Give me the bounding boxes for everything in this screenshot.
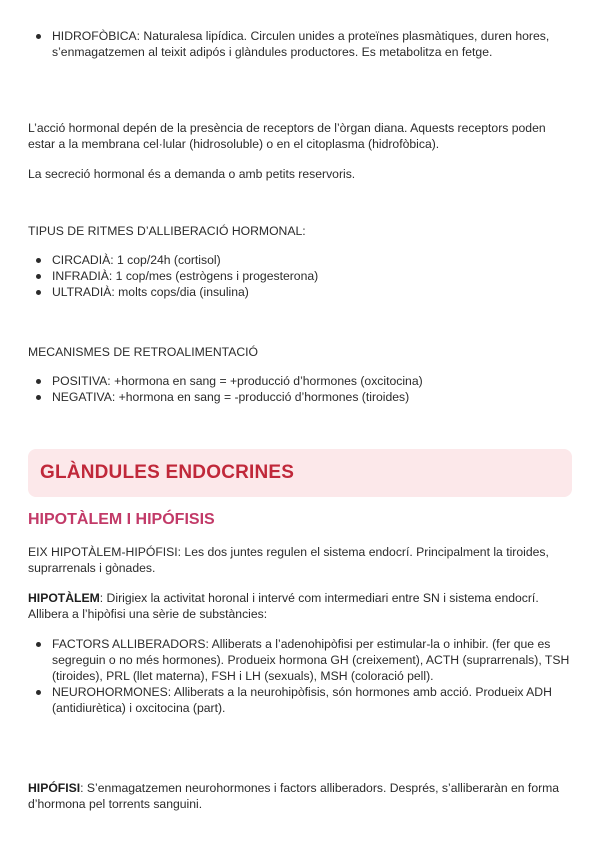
list-item: CIRCADIÀ: 1 cop/24h (cortisol) [28, 252, 574, 268]
rhythms-title: TIPUS DE RITMES D’ALLIBERACIÓ HORMONAL: [28, 224, 306, 238]
list-item: FACTORS ALLIBERADORS: Alliberats a l’adenohipòfisi per estimular-la o inhibir. (fer que es segreguin o no més hormones). Produeix hormona GH (creixement), ACTH (suprarrenals), TSH (tiroides), PRL (llet materna), FSH i LH (sexuals), MSH (coloració pell). [28, 636, 574, 684]
hypophysis-label: HIPÓFISI [28, 781, 81, 795]
section-heading-box [28, 449, 572, 497]
list-item: HIDROFÒBICA: Naturalesa lipídica. Circulen unides a proteïnes plasmàtiques, duren hores, s’enmagatzemen al teixit adipós i glàndules productores. Es metabolitza en fetge. [28, 28, 574, 60]
secretion-paragraph: La secreció hormonal és a demanda o amb petits reservoris. [28, 167, 356, 181]
list-item: NEUROHORMONES: Alliberats a la neurohipòfisis, són hormones amb acció. Produeix ADH (antidiurètica) i oxcitocina (part). [28, 684, 574, 716]
hypothalamus-paragraph [28, 590, 574, 622]
axis-paragraph: EIX HIPOTÀLEM-HIPÓFISI: Les dos juntes regulen el sistema endocrí. Principalment la tiroides, suprarrenals i gònades. [28, 545, 549, 575]
subsection-title: HIPOTÀLEM I HIPÓFISIS [28, 511, 215, 528]
feedback-list [28, 373, 574, 405]
rhythms-list [28, 252, 574, 300]
receptors-paragraph: L’acció hormonal depén de la presència de receptors de l’òrgan diana. Aquests receptors poden estar a la membrana cel·lular (hidrosoluble) o en el citoplasma (hidrofòbica). [28, 121, 546, 151]
list-item: INFRADIÀ: 1 cop/mes (estrògens i progesterona) [28, 268, 574, 284]
substances-list [28, 636, 574, 716]
hypothalamus-text: : Dirigiex la activitat horonal i intervé com intermediari entre SN i sistema endocrí. Allibera a l’hipòfisi una sèrie de substàncies: [28, 591, 539, 621]
section-title: GLÀNDULES ENDOCRINES [40, 462, 295, 483]
list-item: ULTRADIÀ: molts cops/dia (insulina) [28, 284, 574, 300]
feedback-title: MECANISMES DE RETROALIMENTACIÓ [28, 345, 259, 359]
list-item: NEGATIVA: +hormona en sang = -producció d’hormones (tiroides) [28, 389, 574, 405]
intro-bullet-list [28, 28, 574, 60]
hypophysis-paragraph [28, 780, 574, 812]
hypophysis-text: : S’enmagatzemen neurohormones i factors alliberadors. Després, s’alliberaràn en forma d’hormona pel torrents sanguini. [28, 781, 560, 811]
hypothalamus-label: HIPOTÀLEM [28, 591, 100, 605]
list-item: POSITIVA: +hormona en sang = +producció d’hormones (oxcitocina) [28, 373, 574, 389]
